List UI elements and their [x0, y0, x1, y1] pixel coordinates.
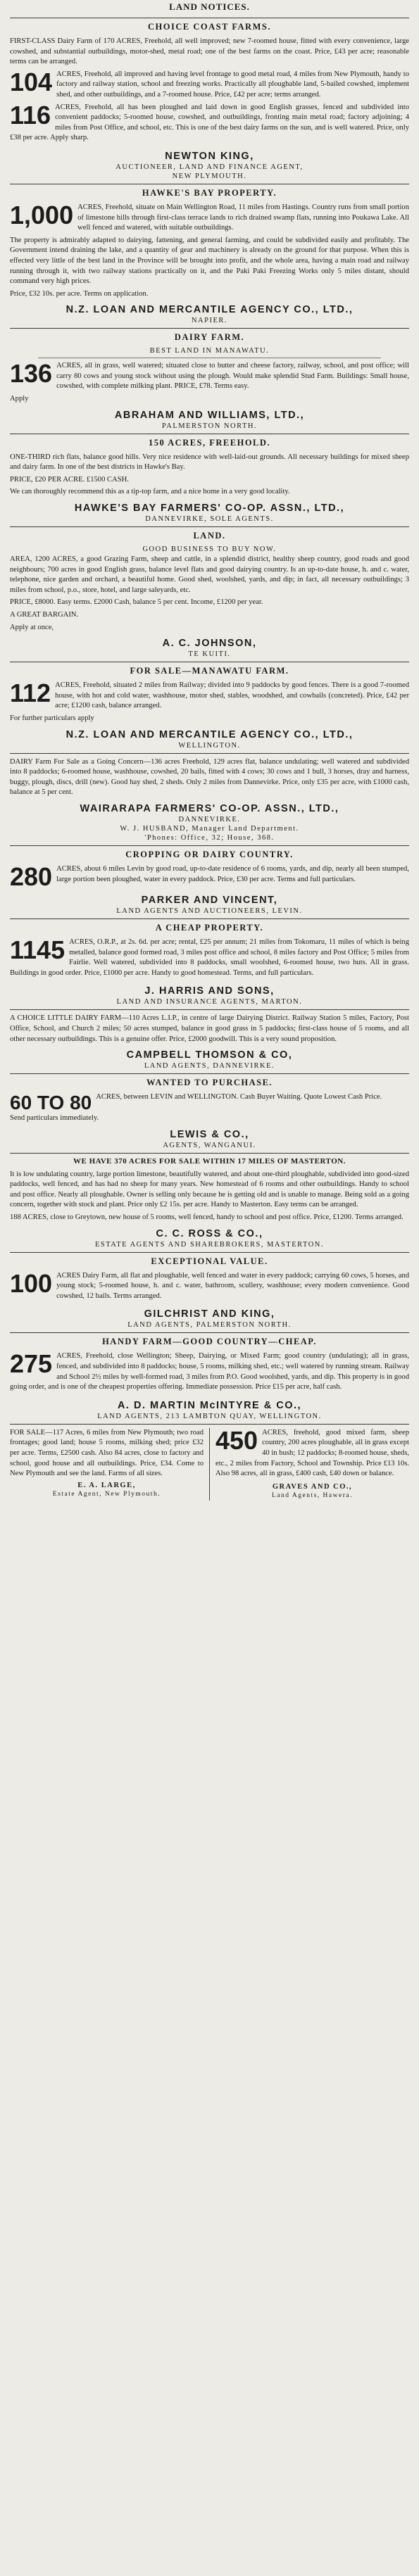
ad-text: ACRES, about 6 miles Levin by good road, up-to-date residence of 6 rooms, yards, and dip, nearly all been stumped, large portion been ploughed, water in every paddock. Price, £30 per acre. Terms and full particulars. — [56, 864, 409, 883]
ad-for-sale-117-acres — [10, 1428, 204, 1501]
agent-name: LEWIS & CO., — [170, 1128, 249, 1140]
ad-text: DAIRY Farm For Sale as a Going Concern—136 acres Freehold, 129 acres flat, balance undulating; well watered and subdivided into 8 paddocks; 6-roomed house, washhouse, cowshed, 20 bails, fitted with 4 cows; 30 cows and 1 bull, 3 horses, dray and harness, buggy, plough, discs, drill (new). Good hay shed, 2 sheds. Only 2 miles from Dannevirke. Price, only £35 per acre, with £1000 cash, balance at 5 per cent. — [10, 757, 409, 797]
acreage-figure: 136 — [10, 359, 53, 389]
ad-450-acres — [209, 1425, 409, 1501]
acreage-figure: 450 — [215, 1425, 258, 1455]
agent-manager: W. J. HUSBAND, Manager Land Department. — [120, 824, 299, 833]
agent-location: Estate Agent, New Plymouth. — [52, 1490, 161, 1498]
divider — [10, 918, 409, 919]
ad-listing — [10, 361, 409, 392]
ad-listing — [10, 1092, 409, 1114]
agent-location: LAND AGENTS, 213 LAMBTON QUAY, WELLINGTON. — [97, 1412, 322, 1420]
agent-location: NEW PLYMOUTH. — [172, 172, 247, 180]
ad-listing — [10, 67, 409, 101]
ad-title: LAND. — [193, 531, 226, 541]
ad-wanted-to-purchase — [10, 1078, 409, 1149]
ad-title: EXCEPTIONAL VALUE. — [151, 1256, 268, 1266]
ad-text: ACRES, between LEVIN and WELLINGTON. Cash Buyer Waiting. Quote Lowest Cash Price. — [96, 1093, 382, 1101]
ad-text: A GREAT BARGAIN. — [10, 611, 79, 619]
agent-name: CAMPBELL THOMSON & CO, — [126, 1049, 293, 1061]
agent-location: ESTATE AGENTS AND SHAREBROKERS, MASTERTON. — [94, 1240, 325, 1249]
agent-location: Land Agents, Hawera. — [272, 1491, 353, 1499]
acreage-figure: 116 — [10, 100, 51, 130]
acreage-figure: 100 — [10, 1268, 53, 1298]
agent-location: LAND AGENTS AND AUCTIONEERS, LEVIN. — [116, 907, 303, 915]
ad-listing — [10, 1268, 409, 1302]
ad-for-sale-manawatu-farm — [10, 666, 409, 749]
divider — [10, 1332, 409, 1333]
agent-name: E. A. LARGE, — [77, 1481, 136, 1489]
ad-text: FIRST-CLASS Dairy Farm of 170 ACRES, Freehold, all well improved; new 7-roomed house, fitted with every convenience, large cowshed, and substantial outbuildings, motor-shed, metal road; one of the best farms on the coast. Price, £43 per acre; reasonable terms can be arranged. — [10, 37, 409, 66]
ad-text: ACRES, freehold, good mixed farm, sheep country, 200 acres ploughable, all in grass except 40 in bush; 12 paddocks; 8-roomed house, sheds, etc., 2 miles from Factory, School and Township. Price £13 10s. Also 98 acres, all in grass, £400 cash, £40 down or balance. — [215, 1428, 409, 1478]
ad-hawkes-bay-property — [10, 188, 409, 324]
ad-text: For further particulars apply — [10, 714, 94, 722]
ad-150-acres-freehold — [10, 438, 409, 523]
bottom-columns — [10, 1425, 409, 1501]
divider — [10, 845, 409, 846]
ad-text: 188 ACRES, close to Greytown, new house of 5 rooms, well fenced, handy to school and post office. Price, £1200. Terms arranged. — [10, 1213, 404, 1222]
divider — [10, 328, 409, 329]
ad-text: A CHOICE LITTLE DAIRY FARM—110 Acres L.I.P., in centre of large Dairying District. Railway Station 5 miles, Factory, Post Office, School, and Church 2 miles; 50 acres stumped, balance in good grass in 5 paddocks; first-class house of 5 rooms, and all other necessary outbuildings. This is a genuine offer. Price, £2000 goodwill. This is a very sound proposition. — [10, 1014, 409, 1043]
ad-title: CROPPING OR DAIRY COUNTRY. — [125, 849, 294, 859]
ad-text: ACRES, Freehold, situated 2 miles from Railway; divided into 9 paddocks by good fences. There is a good 7-roomed house, with hot and cold water, washhouse, motor shed, stables, woodshed, and cowbails (concreted). Price, £42 per acre; £1200 cash, balance arranged. — [55, 681, 409, 710]
ad-listing — [10, 100, 409, 144]
ad-text: ONE-THIRD rich flats, balance good hills. Very nice residence with well-laid-out grounds. All necessary buildings for mixed sheep and dairy farm. In one of the best districts in Hawke's Bay. — [10, 453, 409, 472]
acreage-figure: 104 — [10, 67, 53, 96]
ad-choice-coast-farms — [10, 22, 409, 180]
ad-text: ACRES, Freehold, close Wellington; Sheep, Dairying, or Mixed Farm; good country (undulating); all in grass, fenced, and subdivided into 8 paddocks; house, 5 rooms, milking shed, etc.; well watered by running stream. Railway and School 2½ miles by well-formed road, 3 miles from P.O. Good woolshed, yards, and dip. This property is in good going order, and is one of the cheapest properties offering. Immediate possession. Price £15 per acre, half cash. — [10, 1352, 409, 1391]
agent-name: A. C. JOHNSON, — [162, 638, 257, 650]
agent-name: A. D. MARTIN McINTYRE & CO., — [117, 1399, 302, 1411]
acreage-figure: 1,000 — [10, 200, 74, 229]
ad-title: DAIRY FARM. — [174, 332, 245, 343]
ad-text: ACRES, Freehold, all has been ploughed and laid down in good English grasses, fenced and subdivided into convenient paddocks; 5-roomed house, cowshed, and outbuildings, fronting main metal road; factory adjoining; 4 miles from Post Office, and school, etc. This is one of the best dairy farms on the sun, and is well watered. Price, only £38 per acre. Apply sharp. — [10, 103, 409, 142]
ad-text: The property is admirably adapted to dairying, fattening, and general farming, and could be subdivided easily and profitably. The Government intend draining the lake, and a quantity of gear and machinery is already on the ground for that purpose. When this is effected very little of the best land in the Province will be brought into profit, and the whole area, having a main road and railway running through it, with two railway stations practically on it, and the Paki Paki Freezing Works only 5 miles distant, should command very high prices. — [10, 236, 409, 286]
divider — [10, 1009, 409, 1010]
ad-text: We can thoroughly recommend this as a tip-top farm, and a nice home in a very good locality. — [10, 488, 290, 496]
acreage-figure: 1145 — [10, 935, 65, 964]
ad-text: Send particulars immediately. — [10, 1114, 99, 1123]
agent-location: LAND AND INSURANCE AGENTS, MARTON. — [116, 998, 303, 1006]
ad-text: ACRES, all in grass, well watered; situated close to butter and cheese factory, railway, school, and post office; will carry 80 cows and young stock without using the plough. Would make splendid Stud Farm. Buildings: Small house, cowshed, with complete milking plant. PRICE, £78. Terms easy. — [56, 362, 409, 391]
ad-title: HANDY FARM—GOOD COUNTRY—CHEAP. — [102, 1337, 317, 1347]
agent-detail: AUCTIONEER, LAND AND FINANCE AGENT, — [115, 163, 304, 171]
ad-text: AREA, 1200 ACRES, a good Grazing Farm, sheep and cattle, in a splendid district, healthy sheep country, good roads and good neighbours; 700 acres in good English grass, balance level flats and good dairying country. Is an up-to-date house, h. and c. water, telephone, nice garden and orchard, a beautiful home. Good shed, woolshed, yards, and dip; in fact, all necessary outbuildings; 3 miles from school, p.o., store, hotel, and large saleyards, etc. — [10, 555, 409, 594]
agent-location: DANNEVIRKE, SOLE AGENTS. — [145, 515, 274, 524]
agent-name: PARKER AND VINCENT, — [141, 894, 278, 906]
ad-title: HAWKE'S BAY PROPERTY. — [142, 187, 277, 198]
ad-text: FOR SALE—117 Acres, 6 miles from New Plymouth; two road frontages; good land; house 5 rooms, milking shed; price £32 per acre. Terms, £2500 cash. Also 84 acres, close to factory and school, good house and all outbuildings. Price, £34. Come to New Plymouth and see the land. Farms of all sizes. — [10, 1428, 204, 1478]
ad-cropping-or-dairy-country — [10, 850, 409, 915]
ad-listing — [10, 861, 409, 891]
ad-text: ACRES Dairy Farm, all flat and ploughable, well fenced and water in every paddock; carrying 60 cows, 5 horses, and young stock; 5-roomed house, h. and c. water, bathroom, scullery, washhouse; every modern convenience. Good cowshed, 12 bails. Terms arranged. — [56, 1271, 409, 1300]
divider — [10, 526, 409, 527]
agent-name: N.Z. LOAN AND MERCANTILE AGENCY CO., LTD., — [65, 728, 354, 740]
divider — [10, 1252, 409, 1253]
ad-land-te-kuiti — [10, 531, 409, 658]
agent-name: N.Z. LOAN AND MERCANTILE AGENCY CO., LTD., — [65, 304, 354, 316]
divider — [10, 1153, 409, 1154]
agent-name: ABRAHAM AND WILLIAMS, LTD., — [114, 409, 305, 421]
ad-choice-little-dairy-farm — [10, 1014, 409, 1070]
agent-location: WELLINGTON. — [178, 741, 241, 750]
agent-location: LAND AGENTS, DANNEVIRKE. — [144, 1062, 275, 1071]
ad-text: Apply at once, — [10, 623, 54, 631]
ad-listing — [215, 1425, 409, 1479]
ad-370-acres-masterton — [10, 1157, 409, 1249]
ad-listing — [10, 678, 409, 712]
agent-location: AGENTS, WANGANUI. — [163, 1141, 256, 1149]
acreage-figure: 60 TO 80 — [10, 1092, 92, 1114]
ad-exceptional-value — [10, 1256, 409, 1330]
ad-title: CHOICE COAST FARMS. — [148, 22, 271, 32]
ad-price: PRICE, £8000. Easy terms. £2000 Cash, balance 5 per cent. Income, £1200 per year. — [10, 598, 263, 607]
ad-text: ACRES, Freehold, situate on Main Wellington Road, 11 miles from Hastings. Country runs from small portion of limestone hills through first-class terrace lands to rich drained swamp flats, running into Poukawa Lake. All well fenced and watered, with suitable outbuildings. — [77, 203, 409, 232]
ad-title: FOR SALE—MANAWATU FARM. — [130, 666, 289, 676]
ad-wairarapa-dairy-farm — [10, 757, 409, 842]
acreage-figure: 275 — [10, 1349, 53, 1379]
acreage-figure: 280 — [10, 861, 53, 891]
acreage-figure: 112 — [10, 678, 51, 708]
ad-subtitle: GOOD BUSINESS TO BUY NOW. — [142, 545, 277, 554]
ad-title: WANTED TO PURCHASE. — [146, 1078, 273, 1088]
agent-name: HAWKE'S BAY FARMERS' CO-OP. ASSN., LTD., — [74, 503, 345, 514]
ad-listing — [10, 937, 409, 978]
ad-title: 150 ACRES, FREEHOLD. — [148, 437, 271, 448]
masthead: LAND NOTICES. — [169, 1, 250, 12]
agent-location: NAPIER. — [191, 317, 228, 325]
ad-price: Price, £32 10s. per acre. Terms on application. — [10, 289, 149, 298]
ad-title: WE HAVE 370 ACRES FOR SALE WITHIN 17 MILES OF MASTERTON. — [73, 1156, 346, 1166]
ad-a-cheap-property — [10, 923, 409, 1006]
agent-name: J. HARRIS AND SONS, — [144, 985, 275, 997]
ad-listing — [10, 200, 409, 234]
agent-name: WAIRARAPA FARMERS' CO-OP. ASSN., LTD., — [80, 802, 339, 814]
agent-location: LAND AGENTS, PALMERSTON NORTH. — [127, 1321, 292, 1330]
agent-name: GRAVES AND CO., — [272, 1482, 353, 1491]
divider — [10, 753, 409, 754]
ad-handy-farm — [10, 1337, 409, 1420]
agent-location: DANNEVIRKE. — [178, 815, 241, 823]
ad-price: PRICE, £20 PER ACRE. £1500 CASH. — [10, 475, 129, 484]
ad-text: Apply — [10, 395, 29, 403]
agent-name: C. C. ROSS & CO., — [156, 1227, 263, 1239]
agent-location: PALMERSTON NORTH. — [161, 422, 258, 430]
ad-text: It is low undulating country, large portion limestone, beautifully watered, and about one-third ploughable, subdivided into good-sized paddocks, well fenced, and has had no sheep for many years. New homestead of 6 rooms and other outbuildings. Handy to school and post office. Nearly all ploughable. Owner is selling only because he is getting old and is unable to manage. Being sold as a going concern, together with stock and plant. Price only £2 15s. per acre. Handy to Masterton. Easy terms can be arranged. — [10, 1170, 409, 1209]
ad-text: ACRES, Freehold, all improved and having level frontage to good metal road, 4 miles from New Plymouth, handy to factory and railway station, school and freezing works. Practically all ploughable land, 5-bailed cowshed, implement shed, and other outbuildings, and a 7-roomed house. Price, £42 per acre; terms arranged. — [56, 70, 409, 99]
ad-dairy-farm-manawatu — [10, 332, 409, 429]
agent-name: NEWTON KING, — [165, 150, 254, 162]
ad-text: ACRES, O.R.P., at 2s. 6d. per acre; rental, £25 per annum; 21 miles from Tokomaru, 11 miles of which is being metalled, balance good formed road, 3 miles post office and school, 8 miles factory and Post Office; 5 miles from Fairlie. Well watered, subdivided into 8 paddocks, small woolshed, 6-roomed house, two huts. All in grass. Buildings in good order. Price, £1000 per acre. Handy to good homestead. Terms, and full particulars. — [10, 937, 409, 977]
agent-phones: 'Phones: Office, 32; House, 368. — [144, 833, 275, 842]
agent-name: GILCHRIST AND KING, — [144, 1308, 275, 1320]
divider — [10, 1073, 409, 1074]
divider — [10, 1424, 409, 1425]
ad-title: A CHEAP PROPERTY. — [155, 922, 264, 933]
agent-location: TE KUITI. — [188, 650, 231, 659]
ad-subtitle: BEST LAND IN MANAWATU. — [149, 347, 270, 355]
ad-listing — [10, 1351, 409, 1392]
